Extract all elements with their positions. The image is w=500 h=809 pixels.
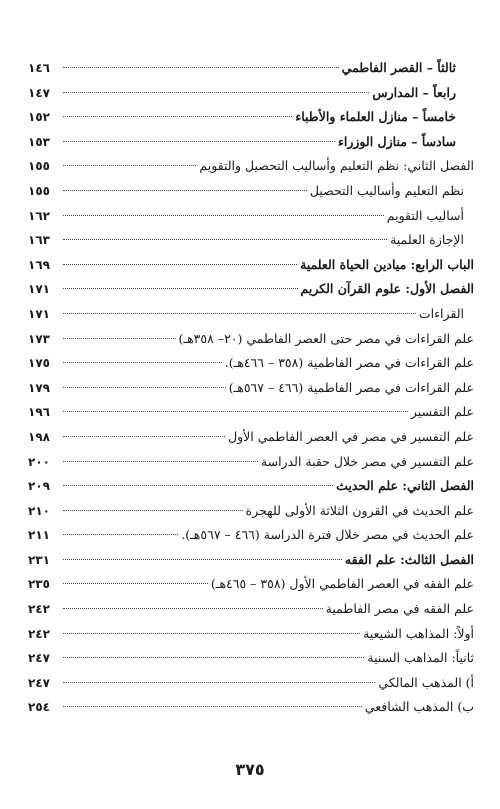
dot-leader — [63, 362, 222, 363]
dot-leader — [63, 288, 298, 289]
toc-entry-title: علم الحديث في مصر خلال فترة الدراسة (٤٦٦ – ٥٦٧هـ). — [181, 527, 474, 543]
toc-entry — [28, 572, 474, 597]
dot-leader — [63, 510, 243, 511]
toc-entry-title: ثالثاً – القصر الفاطمي — [341, 60, 456, 75]
dot-leader — [63, 608, 323, 609]
toc-entry — [28, 499, 474, 524]
dot-leader — [63, 165, 196, 166]
toc-entry-page: ٢٣١ — [28, 552, 50, 567]
toc-entry-title: الفصل الثالث: علم الفقه — [344, 551, 474, 567]
toc-entry — [28, 327, 474, 352]
toc-list — [28, 56, 474, 720]
toc-entry-title: علم الفقه في العصر الفاطمي الأول (٣٥٨ – ٤٦٥هـ) — [210, 576, 474, 592]
toc-entry-page: ٢٥٤ — [28, 700, 50, 715]
toc-entry-title: سادساً – منازل الوزراء — [338, 133, 456, 149]
toc-entry-page: ١٧١ — [28, 306, 50, 321]
toc-entry-title: الفصل الثاني: نظم التعليم وأساليب التحصيل والتقويم — [199, 158, 474, 174]
dot-leader — [63, 534, 178, 535]
toc-entry — [28, 179, 474, 204]
toc-entry — [28, 474, 474, 499]
toc-entry — [28, 351, 474, 376]
toc-entry-page: ٢٤٢ — [28, 626, 50, 641]
dot-leader — [63, 411, 408, 412]
toc-entry — [28, 548, 474, 573]
toc-entry-title: الفصل الثاني: علم الحديث — [336, 478, 474, 494]
toc-entry-page: ٢٤٢ — [28, 602, 50, 617]
toc-entry-page: ٢٠٩ — [28, 479, 50, 494]
toc-entry-title: علم الحديث في القرون الثلاثة الأولى للهجرة — [245, 502, 474, 518]
toc-entry — [28, 597, 474, 622]
dot-leader — [63, 92, 369, 93]
toc-entry-title: علم التفسير في مصر في العصر الفاطمي الأول — [228, 428, 474, 444]
toc-entry-page: ١٥٥ — [28, 159, 50, 174]
dot-leader — [63, 657, 364, 658]
toc-entry-title: رابعاً – المدارس — [372, 84, 456, 100]
toc-entry — [28, 81, 474, 106]
dot-leader — [63, 67, 339, 68]
toc-entry — [28, 695, 474, 720]
toc-entry — [28, 671, 474, 696]
toc-entry-page: ١٧٣ — [28, 331, 50, 346]
toc-entry-title: أولاً: المذاهب الشيعية — [363, 625, 474, 641]
toc-entry — [28, 302, 474, 327]
toc-entry-page: ١٧١ — [28, 282, 50, 297]
toc-entry-title: الإجازة العلمية — [390, 232, 464, 248]
toc-entry-page: ٢٤٧ — [28, 651, 50, 666]
dot-leader — [63, 313, 416, 314]
toc-entry-title: خامساً – منازل العلماء والأطباء — [295, 109, 456, 125]
toc-entry — [28, 622, 474, 647]
toc-entry-page: ٢١٠ — [28, 503, 50, 518]
toc-entry-page: ٢٤٧ — [28, 675, 50, 690]
toc-entry — [28, 204, 474, 229]
dot-leader — [63, 583, 208, 584]
toc-entry-page: ٢١١ — [28, 528, 50, 543]
toc-entry-title: علم الفقه في مصر الفاطمية — [325, 601, 474, 617]
toc-entry-page: ٢٣٥ — [28, 577, 50, 592]
dot-leader — [63, 682, 375, 683]
toc-entry-title: ب) المذهب الشافعي — [364, 699, 474, 715]
toc-entry-title: علم القراءات في مصر حتى العصر الفاطمي (٢٠– ٣٥٨هـ) — [178, 330, 474, 346]
toc-entry — [28, 450, 474, 475]
toc-page — [28, 56, 474, 720]
toc-entry-page: ١٩٨ — [28, 429, 50, 444]
toc-entry — [28, 253, 474, 278]
toc-entry-page: ١٥٥ — [28, 183, 50, 198]
toc-entry-page: ٢٠٠ — [28, 454, 50, 469]
toc-entry — [28, 523, 474, 548]
dot-leader — [63, 264, 297, 265]
dot-leader — [63, 239, 387, 240]
toc-entry-title: نظم التعليم وأساليب التحصيل — [309, 182, 464, 198]
dot-leader — [63, 338, 176, 339]
toc-entry-title: علم القراءات في مصر الفاطمية (٣٥٨ – ٤٦٦هـ). — [224, 355, 474, 371]
toc-entry-page: ١٧٥ — [28, 356, 50, 371]
toc-entry — [28, 105, 474, 130]
dot-leader — [63, 190, 307, 191]
toc-entry — [28, 228, 474, 253]
toc-entry-page: ١٥٢ — [28, 110, 50, 125]
toc-entry-page: ١٥٣ — [28, 134, 50, 149]
dot-leader — [63, 116, 292, 117]
toc-entry-title: علم التفسير في مصر خلال حقبة الدراسة — [260, 453, 474, 469]
toc-entry-page: ١٩٦ — [28, 405, 50, 420]
toc-entry-title: أساليب التقويم — [386, 207, 464, 223]
toc-entry-title: القراءات — [418, 305, 464, 321]
toc-entry — [28, 425, 474, 450]
toc-entry-page: ١٤٧ — [28, 85, 50, 100]
toc-entry — [28, 376, 474, 401]
toc-entry-title: علم التفسير — [410, 404, 474, 420]
page-number: ٣٧٥ — [235, 760, 265, 779]
toc-entry-title: الفصل الأول: علوم القرآن الكريم — [300, 281, 474, 297]
toc-entry — [28, 400, 474, 425]
dot-leader — [63, 559, 342, 560]
dot-leader — [63, 387, 226, 388]
toc-entry-page: ١٦٢ — [28, 208, 50, 223]
toc-entry-title: ثانياً: المذاهب السنية — [367, 650, 474, 666]
toc-entry-title: علم القراءات في مصر الفاطمية (٤٦٦ – ٥٦٧هـ) — [228, 379, 474, 395]
dot-leader — [63, 436, 225, 437]
dot-leader — [63, 215, 384, 216]
toc-entry-title: الباب الرابع: ميادين الحياة العلمية — [300, 256, 474, 272]
dot-leader — [63, 706, 362, 707]
toc-entry-page: ١٦٣ — [28, 233, 50, 248]
toc-entry-page: ١٤٦ — [28, 61, 50, 75]
dot-leader — [63, 633, 360, 634]
toc-entry — [28, 130, 474, 155]
dot-leader — [63, 461, 258, 462]
toc-entry — [28, 154, 474, 179]
dot-leader — [63, 141, 335, 142]
toc-entry-page: ١٧٩ — [28, 380, 50, 395]
toc-entry — [28, 56, 474, 81]
toc-entry — [28, 646, 474, 671]
toc-entry-page: ١٦٩ — [28, 257, 50, 272]
toc-entry — [28, 277, 474, 302]
dot-leader — [63, 485, 333, 486]
toc-entry-title: أ) المذهب المالكي — [378, 674, 474, 690]
